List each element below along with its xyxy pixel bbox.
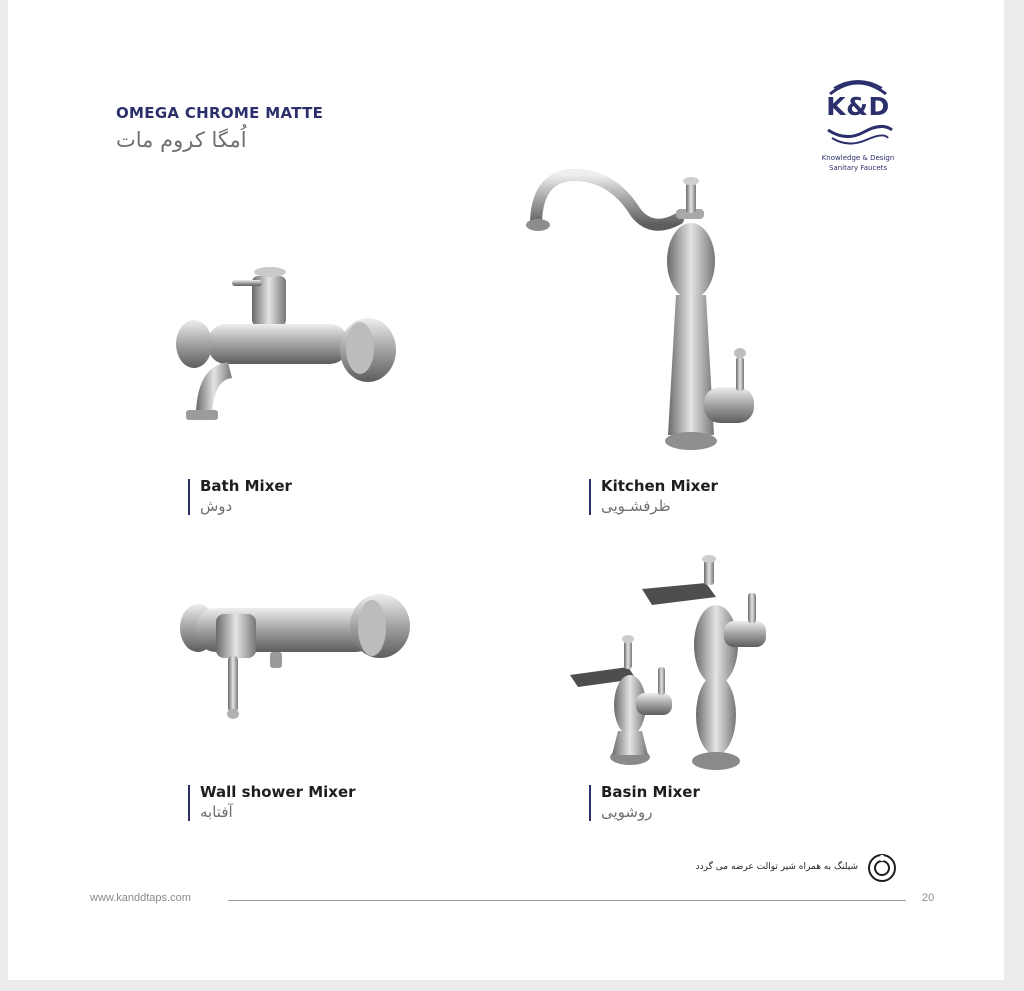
product-name-persian: روشویی: [601, 803, 653, 821]
caption-accent-bar: [589, 785, 591, 821]
kitchen-mixer-image: [518, 165, 768, 457]
catalog-page: [8, 0, 1004, 980]
hose-icon: [866, 852, 898, 884]
series-title-persian: اُمگا کروم مات: [116, 128, 247, 152]
logo-tagline: Knowledge & Design: [821, 154, 895, 162]
product-name: Bath Mixer: [200, 477, 292, 495]
hose-note-text: شیلنگ به همراه شیر توالت عرضه می گردد: [695, 862, 858, 872]
product-name-persian: دوش: [200, 497, 233, 515]
wall-shower-mixer-image: [176, 590, 416, 725]
product-name: Basin Mixer: [601, 783, 700, 801]
caption-accent-bar: [188, 479, 190, 515]
page-number: 20: [922, 892, 935, 904]
logo-mark: K&D: [826, 92, 890, 121]
product-name: Kitchen Mixer: [601, 477, 718, 495]
product-name-persian: ظرفشـویی: [601, 497, 671, 515]
product-name: Wall shower Mixer: [200, 783, 356, 801]
footer-website: www.kanddtaps.com: [90, 892, 191, 904]
bath-mixer-image: [168, 262, 408, 427]
product-name-persian: آفتابه: [200, 803, 233, 821]
basin-mixer-image: [566, 555, 776, 775]
series-title: OMEGA CHROME MATTE: [116, 104, 324, 122]
footer-divider: [228, 900, 906, 901]
brand-logo: [808, 72, 908, 180]
caption-accent-bar: [589, 479, 591, 515]
caption-accent-bar: [188, 785, 190, 821]
logo-tagline-2: Sanitary Faucets: [828, 164, 888, 172]
